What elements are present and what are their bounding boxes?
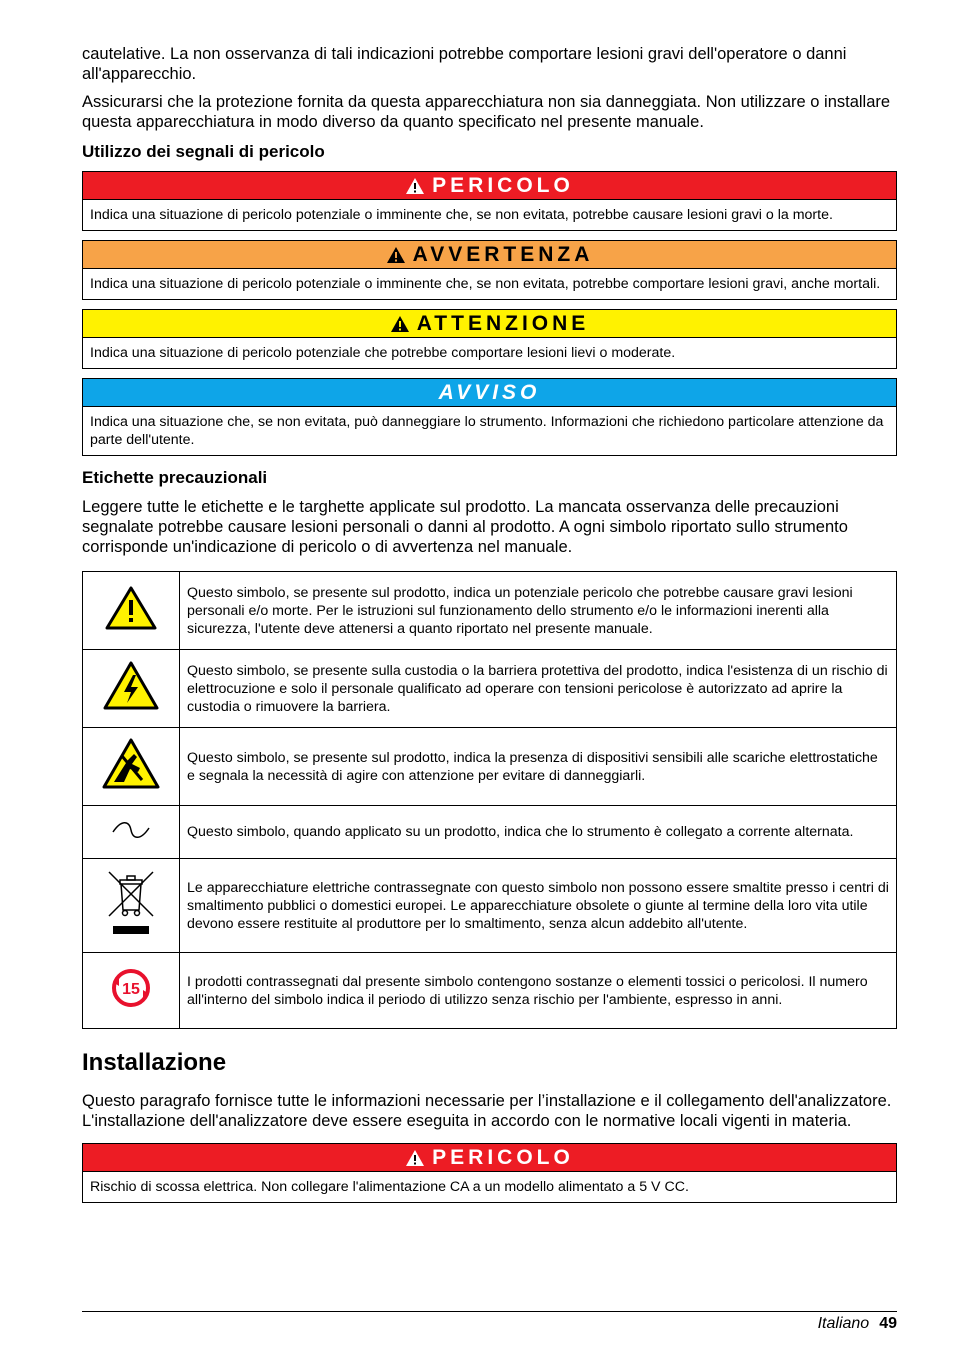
pericolo-header <box>83 172 896 200</box>
avvertenza-title: AVVERTENZA <box>412 242 594 266</box>
alternating-current-icon <box>111 820 151 840</box>
efup-15-icon <box>109 966 153 1010</box>
electric-shock-icon <box>103 661 159 711</box>
labels-paragraph: Leggere tutte le etichette e le targhette applicate sul prodotto. La mancata osservanza delle precauzioni segnalate potrebbe causare lesioni personali o danni al prodotto. A ogni simbolo riportato sullo strumento corrisponde un'indicazione di pericolo o di avvertenza nel manuale. <box>82 498 848 556</box>
table-row <box>83 859 897 953</box>
attenzione-title: ATTENZIONE <box>416 311 590 335</box>
page-number: 49 <box>879 1315 897 1332</box>
avvertenza-header <box>83 241 896 269</box>
installation-danger-box <box>82 1143 897 1203</box>
warning-triangle-icon <box>105 586 157 630</box>
attenzione-text: Indica una situazione di pericolo potenziale che potrebbe comportare lesioni lievi o moderate. <box>90 345 676 361</box>
weee-bin-icon <box>106 870 156 936</box>
warning-triangle-icon <box>386 246 406 264</box>
intro-paragraph-2: Assicurarsi che la protezione fornita da questa apparecchiatura non sia danneggiata. Non utilizzare o installare questa apparecchiatura in modo diverso da quanto specificato nel presente manuale. <box>82 93 891 131</box>
intro-paragraph-1: cautelative. La non osservanza di tali indicazioni potrebbe comportare lesioni gravi dell'operatore o danni all'apparecchio. <box>82 45 847 83</box>
labels-heading: Etichette precauzionali <box>82 468 268 487</box>
avviso-header <box>83 379 896 407</box>
table-row <box>83 953 897 1029</box>
avvertenza-box <box>82 240 897 300</box>
warning-triangle-icon <box>405 177 425 195</box>
symbol-text: Questo simbolo, se presente sul prodotto, indica un potenziale pericolo che potrebbe causare gravi lesioni personali e/o morte. Per le istruzioni sul funzionamento dello strumento e/o le informazioni inerenti alla sicurezza, l'utente deve attenersi a quanto riportato nel presente manuale. <box>180 572 897 650</box>
symbols-table <box>82 571 897 1029</box>
page-footer <box>82 1311 897 1333</box>
signals-heading: Utilizzo dei segnali di pericolo <box>82 142 325 161</box>
page-content <box>82 44 897 1212</box>
installation-heading: Installazione <box>82 1049 227 1076</box>
warning-triangle-icon <box>405 1149 425 1167</box>
installation-danger-text: Rischio di scossa elettrica. Non collegare l'alimentazione CA a un modello alimentato a 5 V CC. <box>90 1179 689 1195</box>
table-row <box>83 728 897 806</box>
installation-paragraph: Questo paragrafo fornisce tutte le informazioni necessarie per l’installazione e il collegamento dell'analizzatore. L'installazione dell'analizzatore deve essere eseguita in accordo con le normative locali vigenti in materia. <box>82 1092 892 1130</box>
esd-icon <box>102 738 160 790</box>
pericolo-box <box>82 171 897 231</box>
installation-danger-title: PERICOLO <box>432 1145 574 1169</box>
footer-language: Italiano <box>817 1315 870 1332</box>
symbol-text: Questo simbolo, quando applicato su un prodotto, indica che lo strumento è collegato a corrente alternata. <box>180 806 897 859</box>
symbol-text: I prodotti contrassegnati dal presente simbolo contengono sostanze o elementi tossici o pericolosi. Il numero all'interno del simbolo indica il periodo di utilizzo senza rischio per l'ambiente, espresso in anni. <box>180 953 897 1029</box>
efup-number: 15 <box>122 981 140 998</box>
avviso-box <box>82 378 897 456</box>
warning-triangle-icon <box>390 315 410 333</box>
avviso-title: AVVISO <box>438 380 541 404</box>
table-row <box>83 572 897 650</box>
table-row <box>83 650 897 728</box>
symbol-text: Le apparecchiature elettriche contrassegnate con questo simbolo non possono essere smaltite presso i centri di smaltimento pubblici o domestici europei. Le apparecchiature obsolete o giunte al termine della loro vita utile devono essere restituite al produttore per lo smaltimento, senza alcun addebito all'utente. <box>180 859 897 953</box>
pericolo-title: PERICOLO <box>432 173 574 197</box>
table-row <box>83 806 897 859</box>
attenzione-header <box>83 310 896 338</box>
avvertenza-text: Indica una situazione di pericolo potenziale o imminente che, se non evitata, potrebbe comportare lesioni gravi, anche mortali. <box>90 276 881 292</box>
symbol-text: Questo simbolo, se presente sulla custodia o la barriera protettiva del prodotto, indica l'esistenza di un rischio di elettrocuzione e solo il personale qualificato ad operare con tensioni pericolose è autorizzato ad aprire la custodia o rimuovere la barriera. <box>180 650 897 728</box>
pericolo-text: Indica una situazione di pericolo potenziale o imminente che, se non evitata, potrebbe causare lesioni gravi o la morte. <box>90 207 833 223</box>
symbol-text: Questo simbolo, se presente sul prodotto, indica la presenza di dispositivi sensibili alle scariche elettrostatiche e segnala la necessità di agire con attenzione per evitare di danneggiarli. <box>180 728 897 806</box>
installation-danger-header <box>83 1144 896 1172</box>
avviso-text: Indica una situazione che, se non evitata, può danneggiare lo strumento. Informazioni che richiedono particolare attenzione da parte dell'utente. <box>90 414 884 448</box>
attenzione-box <box>82 309 897 369</box>
